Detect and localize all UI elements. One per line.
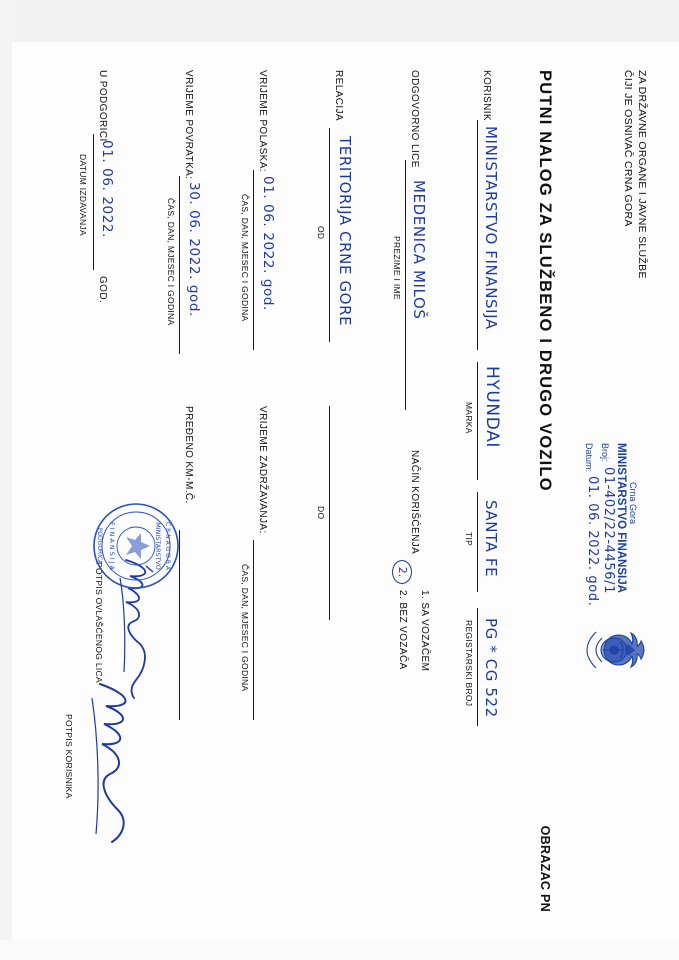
label-vrijeme-polaska: VRIJEME POLASKA: [256,70,268,172]
header-broj-value: 01-402/22-4456/1 [600,467,616,594]
hint-datum-izdavanja: DATUM IZDAVANJA [77,154,88,236]
label-prezime-ime: PREZIME I IME [391,236,402,300]
label-od: OD [315,226,326,240]
rule-vrijeme-povratka [179,176,180,354]
svg-text:F I N A N S I J A: F I N A N S I J A [107,522,116,570]
label-potpis-ovlascenog-lica: POTPIS OVLAŠĆENOG LICA [93,562,104,683]
label-odgovorno-lice: ODGOVORNO LICE [408,70,420,168]
label-predjeno-km: PREĐENO KM-M.Č. [182,406,194,504]
hint-vrijeme-polaska: ČAS, DAN, MJESEC I GODINA [239,194,250,322]
selected-option-marker: 2. [392,560,412,584]
label-tip: TIP [463,532,474,547]
label-vrijeme-povratka: VRIJEME POVRATKA: [182,70,194,180]
header-broj-label: Broj: [599,443,610,462]
travel-order-form [20,30,660,930]
label-god: GOD. [96,276,108,304]
scan-edge-left [0,0,12,960]
label-marka: MARKA [463,402,474,434]
scan-edge-bottom [0,940,679,960]
option-bez-vozaca[interactable]: 2. BEZ VOZAČA [396,590,408,670]
rule-marka [477,362,478,480]
page-title: PUTNI NALOG ZA SLUŽBENO I DRUGO VOZILO [535,70,554,492]
header-ministry: MINISTARSTVO FINANSIJA [614,443,627,593]
rule-vrijeme-zadrzavanja [253,540,254,720]
form-code: OBRAZAC PN [537,825,552,912]
rule-datum-izdavanja [93,134,94,270]
svg-text:C R N A G O R A: C R N A G O R A [163,522,171,570]
value-korisnik: MINISTARSTVO FINANSIJA [481,126,500,330]
label-korisnik: KORISNIK [480,70,492,121]
label-do: DO [315,506,326,520]
header-datum-label: Datum: [583,443,594,473]
value-relacija: TERITORIJA CRNE GORE [335,136,354,327]
official-round-stamp-icon [90,500,182,592]
value-datum-izdavanja: 01. 06. 2022. [98,140,115,238]
value-vrijeme-povratka: 30. 06. 2022. god. [185,182,202,317]
value-registarski-broj: PG * CG 522 [481,618,500,718]
rule-relacija-od [329,128,330,342]
label-nacin-koriscenja: NAČIN KORIŠĆENJA [408,450,420,555]
label-relacija: RELACIJA [332,70,344,121]
rule-relacija-do [329,406,330,620]
value-tip: SANTA FE [481,500,500,578]
svg-text:PODGORICA: PODGORICA [95,527,103,565]
header-datum-value: 01. 06. 2022. god. [584,476,600,607]
montenegro-coat-of-arms-icon [582,618,648,682]
signature-user [80,678,140,848]
label-mjesto: U PODGORICI [96,70,108,142]
form-scope-line-1: ZA DRŽAVNE ORGANE I JAVNE SLUŽBE [635,70,648,279]
rule-odgovorno-lice [405,160,406,410]
hint-vrijeme-povratka: ČAS, DAN, MJESEC I GODINA [165,198,176,326]
rule-tip [477,492,478,592]
label-vrijeme-zadrzavanja: VRIJEME ZADRŽAVANJA: [256,406,268,534]
value-vrijeme-polaska: 01. 06. 2022. god. [259,176,276,311]
option-sa-vozacem[interactable]: 1. SA VOZAČEM [418,590,430,672]
rule-vrijeme-polaska [253,170,254,350]
rule-korisnik [477,120,478,350]
form-scope-line-2: ČIJI JE OSNIVAČ CRNA GORA [621,70,634,227]
hint-vrijeme-zadrzavanja: ČAS, DAN, MJESEC I GODINA [239,564,250,692]
value-marka: HYUNDAI [481,366,502,448]
value-odgovorno-lice: MEDENICA MILOŠ [409,180,428,320]
svg-text:MINISTARSTVO: MINISTARSTVO [153,522,162,570]
rule-registarski [477,608,478,726]
label-potpis-korisnika: POTPIS KORISNIKA [63,714,74,799]
label-registarski-broj: REGISTARSKI BROJ [463,620,474,707]
header-country: Crna Gora [627,482,638,525]
